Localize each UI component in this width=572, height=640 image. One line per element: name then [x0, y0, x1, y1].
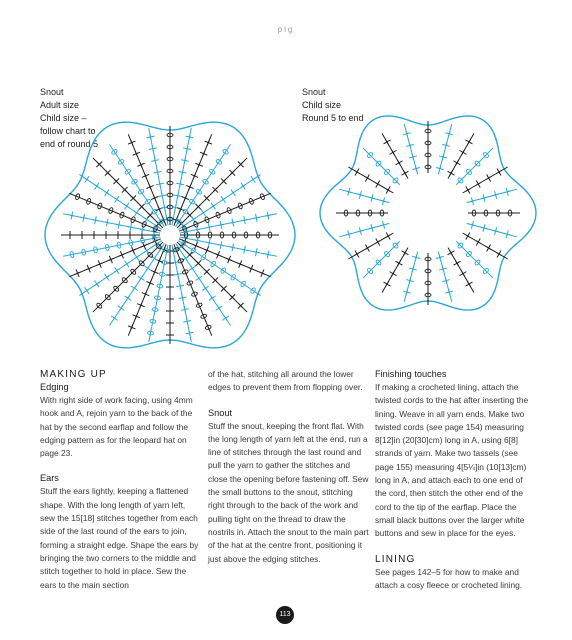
- stitch-mark: [180, 283, 181, 289]
- stitch-mark: [128, 227, 134, 228]
- stitch-mark: [124, 262, 129, 265]
- stitch-mark: [93, 220, 99, 221]
- ears-paragraph: Stuff the ears lightly, keeping a flattened shape. With the long length of yarn left, sew the 15[18] stitches together from each side of the last round of the ears to join, forming a straight edge. Shape the ears by bringing the two corners to the middle and stitch together to hold in place. Sew the ears to the main section: [40, 486, 199, 590]
- stitch-mark: [386, 189, 391, 192]
- stitch-mark: [69, 215, 75, 216]
- stitch-mark: [476, 241, 481, 244]
- stitch-mark: [242, 220, 248, 221]
- stitch-mark: [476, 183, 481, 186]
- chart-stitch-line: [79, 174, 161, 229]
- stitch-mark: [398, 160, 401, 165]
- stitch-mark: [152, 146, 153, 152]
- stitch-mark: [116, 224, 122, 225]
- label-line: Snout: [40, 87, 64, 97]
- stitch-mark: [242, 249, 248, 250]
- snout-paragraph: Stuff the snout, keeping the front flat. With the long length of yarn left at the end, run a line of stitches through the last round and pull the yarn to gather the stitches and close the opening before fastening off. Sew the small buttons to the snout, stitching right through to the back of the work and pulling tight on the thread to draw the nostrils in. Attach the snout to the main part of the hat at the centre front, positioning it just above the edging stitches.: [208, 420, 369, 564]
- stitch-mark: [462, 150, 465, 155]
- label-line: end of round 5: [40, 139, 99, 149]
- stitch-mark: [496, 253, 501, 256]
- stitch-mark: [465, 189, 470, 192]
- snout-child-crochet-chart: [318, 98, 538, 323]
- stitch-mark: [365, 247, 370, 250]
- stitch-mark: [217, 306, 220, 311]
- stitch-mark: [144, 218, 149, 221]
- column-making-up: [40, 368, 200, 592]
- stitch-mark: [144, 249, 149, 252]
- snout-adult-crochet-chart: [30, 95, 310, 370]
- stitch-mark: [104, 276, 109, 279]
- stitch-mark: [182, 295, 183, 301]
- chart-stitch-line: [149, 245, 168, 342]
- stitch-mark: [94, 184, 99, 187]
- stitch-mark: [265, 215, 271, 216]
- chart-stitch-line: [178, 174, 260, 229]
- stitch-mark: [113, 316, 116, 321]
- stitch-mark: [354, 253, 359, 256]
- stitch-mark: [386, 281, 389, 286]
- stitch-mark: [140, 229, 146, 230]
- stitch-mark: [204, 286, 207, 291]
- stitch-mark: [81, 217, 87, 218]
- stitch-mark: [183, 231, 189, 232]
- chart-stitch-line: [149, 128, 168, 225]
- label-line: Round 5 to end: [302, 113, 364, 123]
- stitch-mark: [486, 177, 491, 180]
- stitch-mark: [456, 261, 459, 266]
- stitch-mark: [386, 235, 391, 238]
- stitch-mark: [496, 171, 501, 174]
- finishing-paragraph: If making a crocheted lining, attach the twisted cords to the hat after inserting the lining. Weave in all yarn ends. Make two twisted cords (see page 154) measuring 8[12]in (20[30]cm) long in A, using 6[8] strands of yarn. Make two tassels (see page 155) measuring 4[5¼]in (10[13]cm) long in A, and attach each to one end of the cord, then stitch the other end of the cord to the tip of the earflap. Place the small black buttons over the larger white buttons and sew in place for the eyes.: [375, 382, 529, 539]
- stitch-mark: [392, 271, 395, 276]
- stitch-mark: [189, 134, 190, 140]
- stitch-mark: [206, 227, 212, 228]
- stitch-mark: [162, 193, 163, 199]
- page-number-badge: 113: [276, 606, 294, 624]
- stitch-mark: [104, 222, 110, 223]
- chart-center-opening: [394, 179, 462, 247]
- chart-stitch-line: [180, 214, 277, 233]
- stitch-mark: [253, 252, 259, 253]
- stitch-mark: [124, 204, 129, 207]
- label-line: Child size: [302, 100, 342, 110]
- stitch-mark: [164, 205, 165, 211]
- stitch-mark: [175, 260, 176, 266]
- stitch-mark: [392, 150, 395, 155]
- stitch-mark: [456, 160, 459, 165]
- stitch-mark: [155, 158, 156, 164]
- stitch-mark: [184, 307, 185, 313]
- running-head: pig: [277, 25, 295, 34]
- stitch-mark: [195, 229, 201, 230]
- stitch-mark: [150, 134, 151, 140]
- stitch-mark: [211, 204, 216, 207]
- stitch-mark: [465, 235, 470, 238]
- subheading-finishing-touches: Finishing touches: [375, 369, 447, 379]
- chart-stitch-line: [178, 241, 260, 296]
- stitch-mark: [375, 241, 380, 244]
- stitch-mark: [104, 191, 109, 194]
- column-finishing: [375, 368, 535, 592]
- section-heading-lining: LINING: [375, 553, 416, 565]
- chart-stitch-line: [176, 243, 231, 325]
- ears-continued-paragraph: of the hat, stitching all around the lower edges to prevent them from flopping over.: [208, 369, 363, 393]
- stitch-mark: [206, 242, 212, 243]
- stitch-mark: [153, 256, 156, 261]
- lining-paragraph: See pages 142–5 for how to make and attach a cosy fleece or crocheted lining.: [375, 566, 523, 590]
- stitch-mark: [84, 178, 89, 181]
- section-heading-making-up: MAKING UP: [40, 369, 107, 380]
- stitch-mark: [224, 316, 227, 321]
- stitch-mark: [197, 276, 200, 281]
- label-line: Adult size: [40, 100, 80, 110]
- stitch-mark: [189, 330, 190, 336]
- stitch-mark: [133, 286, 136, 291]
- chart-stitch-line: [180, 237, 277, 256]
- stitch-mark: [134, 256, 139, 259]
- stitch-mark: [251, 178, 256, 181]
- stitch-mark: [404, 171, 407, 176]
- chart-stitch-line: [63, 237, 160, 256]
- chart-stitch-line: [176, 144, 231, 226]
- chart-stitch-line: [79, 241, 161, 296]
- stitch-mark: [191, 266, 194, 271]
- chart-stitch-line: [63, 214, 160, 233]
- stitch-mark: [265, 254, 271, 255]
- stitch-mark: [241, 184, 246, 187]
- stitch-mark: [375, 183, 380, 186]
- chart-stitch-line: [172, 128, 191, 225]
- stitch-mark: [134, 211, 139, 214]
- stitch-mark: [94, 282, 99, 285]
- subheading-edging: Edging: [40, 382, 69, 392]
- stitch-mark: [184, 158, 185, 164]
- stitch-mark: [146, 266, 149, 271]
- stitch-mark: [114, 269, 119, 272]
- stitch-mark: [221, 198, 226, 201]
- stitch-mark: [191, 218, 196, 221]
- stitch-mark: [177, 193, 178, 199]
- stitch-mark: [184, 256, 187, 261]
- stitch-mark: [177, 271, 178, 277]
- stitch-mark: [354, 171, 359, 174]
- chart-stitch-line: [172, 245, 191, 342]
- stitch-mark: [180, 181, 181, 187]
- stitch-mark: [450, 250, 453, 255]
- stitch-mark: [404, 250, 407, 255]
- edging-paragraph: With right side of work facing, using 4mm hook and A, rejoin yarn to the back of the hat by the second earflap and follow the edging pattern as for the leopard hat on page 23.: [40, 395, 193, 459]
- stitch-mark: [114, 198, 119, 201]
- stitch-mark: [187, 318, 188, 324]
- stitch-mark: [175, 205, 176, 211]
- stitch-mark: [139, 276, 142, 281]
- stitch-mark: [182, 169, 183, 175]
- stitch-mark: [231, 191, 236, 194]
- label-line: Child size –: [40, 113, 87, 123]
- stitch-mark: [230, 222, 236, 223]
- label-line: follow chart to: [40, 126, 96, 136]
- subheading-snout: Snout: [208, 407, 233, 418]
- stitch-mark: [218, 224, 224, 225]
- column-snout: [208, 368, 370, 566]
- stitch-mark: [157, 169, 158, 175]
- stitch-mark: [159, 181, 160, 187]
- stitch-mark: [462, 271, 465, 276]
- stitch-mark: [187, 146, 188, 152]
- stitch-mark: [398, 261, 401, 266]
- chart-stitch-line: [109, 144, 164, 226]
- stitch-mark: [195, 240, 201, 241]
- chart-stitch-line: [109, 243, 164, 325]
- stitch-mark: [486, 247, 491, 250]
- subheading-ears: Ears: [40, 473, 59, 484]
- stitch-mark: [211, 296, 214, 301]
- stitch-mark: [119, 306, 122, 311]
- stitch-mark: [450, 171, 453, 176]
- stitch-mark: [218, 245, 224, 246]
- stitch-mark: [84, 289, 89, 292]
- stitch-mark: [201, 211, 206, 214]
- stitch-mark: [230, 247, 236, 248]
- stitch-mark: [126, 296, 129, 301]
- stitch-mark: [365, 177, 370, 180]
- stitch-mark: [468, 281, 471, 286]
- stitch-mark: [468, 139, 471, 144]
- stitch-mark: [386, 139, 389, 144]
- label-line: Snout: [302, 87, 326, 97]
- stitch-mark: [253, 217, 259, 218]
